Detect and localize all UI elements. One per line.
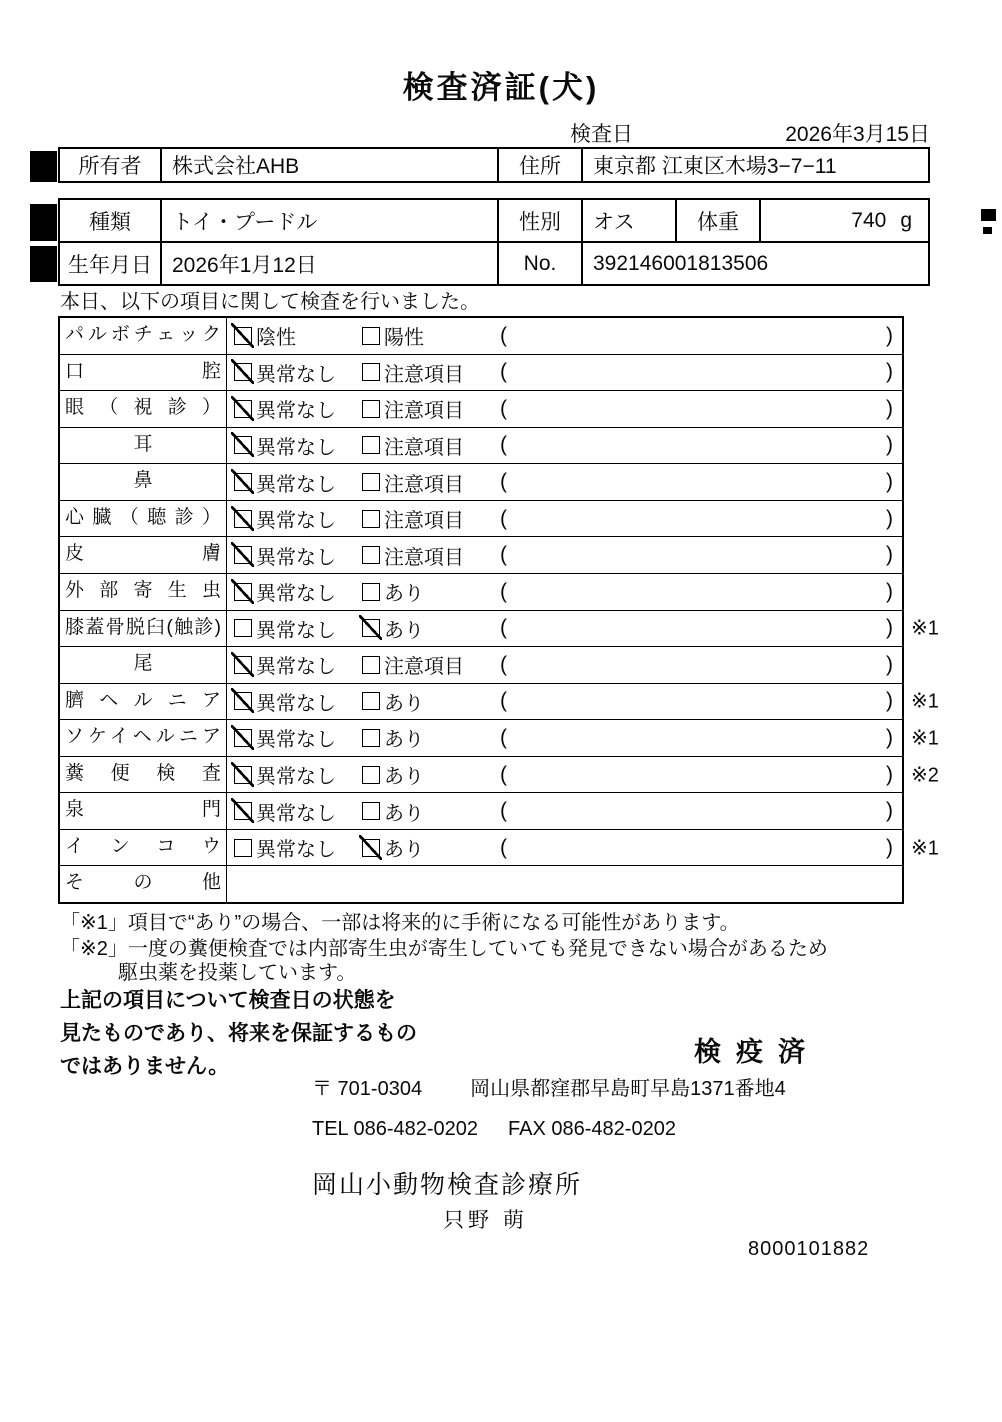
item-label: 泉門 (60, 793, 227, 829)
checkbox-opt2[interactable] (362, 619, 380, 637)
checkbox-opt1[interactable] (234, 656, 252, 674)
footnote-marker: ※1 (911, 837, 939, 860)
page-title: 検査済証(犬) (402, 70, 600, 105)
birth-row (60, 243, 928, 284)
option-attention (362, 504, 500, 533)
remarks-field (500, 763, 902, 787)
paren-open: ( (500, 506, 507, 530)
item-label: 糞便検査 (60, 757, 227, 793)
item-label: 口腔 (60, 355, 227, 391)
item-label: 外部寄生虫 (60, 574, 227, 610)
paren-close: ) (886, 470, 893, 494)
breed-row (60, 200, 928, 243)
item-label: 眼（視診） (60, 391, 227, 427)
checkbox-opt1[interactable] (234, 473, 252, 491)
checklist-row-parvo (60, 318, 902, 355)
paren-close: ) (886, 579, 893, 603)
option-negative (234, 321, 362, 350)
option-attention (362, 394, 500, 423)
paren-close: ) (886, 799, 893, 823)
remarks-field (500, 836, 902, 860)
option-label: 異常なし (256, 400, 336, 423)
paren-open: ( (500, 543, 507, 567)
checklist-row-inguinal-hernia (60, 720, 939, 757)
weight-label: 体重 (675, 200, 759, 241)
checkbox-opt2[interactable] (362, 546, 380, 564)
checkbox-opt2[interactable] (362, 583, 380, 601)
option-attention (362, 468, 500, 497)
paren-close: ) (886, 323, 893, 347)
paren-open: ( (500, 725, 507, 749)
remarks-field (500, 470, 902, 494)
checkbox-opt1[interactable] (234, 729, 252, 747)
option-label: 異常なし (256, 510, 336, 533)
checkbox-opt2[interactable] (362, 802, 380, 820)
document-code: 8000101882 (748, 1238, 870, 1260)
checklist-row-heart (60, 501, 902, 538)
scan-artifact (30, 151, 57, 182)
paren-close: ) (886, 543, 893, 567)
weight-number: 740 (851, 208, 887, 232)
clinic-address-row (312, 1072, 786, 1101)
veterinarian-name: 只野 萌 (443, 1209, 528, 1232)
item-label: ソケイヘルニア (60, 720, 227, 756)
footnote-marker: ※2 (911, 764, 939, 787)
checkbox-opt1[interactable] (234, 619, 252, 637)
paren-open: ( (500, 579, 507, 603)
paren-open: ( (500, 652, 507, 676)
checklist-row-inkou (60, 830, 939, 867)
disclaimer-statement (60, 984, 417, 1083)
option-label: 異常なし (256, 546, 336, 569)
item-label: 臍ヘルニア (60, 684, 227, 720)
paren-close: ) (886, 762, 893, 786)
disclaimer-line3: ではありません。 (60, 1055, 230, 1078)
option-label: 注意項目 (384, 436, 464, 459)
checkbox-opt1[interactable] (234, 802, 252, 820)
option-label: 注意項目 (384, 473, 464, 496)
checkbox-opt2[interactable] (362, 327, 380, 345)
option-label: 異常なし (256, 656, 336, 679)
scan-artifact (30, 246, 57, 282)
checkbox-opt1[interactable] (234, 766, 252, 784)
option-present (362, 760, 500, 789)
checklist-row-ectoparasites (60, 574, 902, 611)
option-positive (362, 321, 500, 350)
address-label: 住所 (497, 149, 581, 181)
option-attention (362, 431, 500, 460)
checkbox-opt1[interactable] (234, 327, 252, 345)
option-normal (234, 650, 362, 679)
item-label: その他 (60, 866, 227, 902)
option-label: 異常なし (256, 363, 336, 386)
option-normal (234, 577, 362, 606)
checklist-row-nose (60, 464, 902, 501)
owner-row (60, 149, 928, 181)
option-label: 異常なし (256, 473, 336, 496)
item-label: 尾 (60, 647, 227, 683)
checkbox-opt2[interactable] (362, 436, 380, 454)
option-label: 注意項目 (384, 510, 464, 533)
remarks-field (500, 397, 902, 421)
option-present (362, 577, 500, 606)
scan-artifact (981, 209, 996, 221)
footnote-2-line1: 「※2」一度の糞便検査では内部寄生虫が寄生していても発見できない場合があるため (60, 938, 828, 960)
item-label: 耳 (60, 428, 227, 464)
option-present (362, 723, 500, 752)
option-normal (234, 833, 362, 862)
option-label: あり (384, 729, 424, 752)
footnote-marker: ※1 (911, 727, 939, 750)
checkbox-opt2[interactable] (362, 363, 380, 381)
disclaimer-line1: 上記の項目について検査日の状態を (60, 989, 396, 1012)
option-label: 異常なし (256, 619, 336, 642)
footnote-marker: ※1 (911, 617, 939, 640)
remarks-field (500, 360, 902, 384)
option-label: 陽性 (384, 327, 424, 350)
option-normal (234, 614, 362, 643)
checklist-table (58, 316, 939, 904)
option-normal (234, 797, 362, 826)
remarks-field (500, 433, 902, 457)
item-label: 膝蓋骨脱臼(触診) (60, 611, 227, 647)
item-label: インコウ (60, 830, 227, 866)
clinic-tel: TEL 086-482-0202 (312, 1118, 479, 1140)
paren-open: ( (500, 323, 507, 347)
remarks-field (500, 324, 902, 348)
option-attention (362, 650, 500, 679)
paren-close: ) (886, 433, 893, 457)
remarks-field (500, 653, 902, 677)
checkbox-opt1[interactable] (234, 546, 252, 564)
paren-close: ) (886, 835, 893, 859)
option-normal (234, 760, 362, 789)
option-present (362, 833, 500, 862)
checklist-row-other (60, 866, 902, 902)
checkbox-opt1[interactable] (234, 363, 252, 381)
option-label: 陰性 (256, 327, 296, 350)
owner-table (58, 147, 930, 183)
checkbox-opt2[interactable] (362, 473, 380, 491)
item-label: 皮膚 (60, 537, 227, 573)
paren-close: ) (886, 689, 893, 713)
owner-label: 所有者 (78, 155, 142, 178)
item-label: パルボチェック (60, 318, 227, 354)
paren-open: ( (500, 762, 507, 786)
scan-artifact (983, 227, 992, 234)
checklist-row-umbilical-hernia (60, 684, 939, 721)
option-label: あり (384, 619, 424, 642)
birth-value: 2026年1月12日 (160, 243, 497, 284)
footnote-2-line2: 駆虫薬を投薬しています。 (118, 962, 357, 984)
sex-label: 性別 (497, 200, 581, 241)
checklist-row-tail (60, 647, 902, 684)
option-label: あり (384, 583, 424, 606)
option-normal (234, 358, 362, 387)
checklist-row-mouth (60, 355, 902, 392)
checkbox-opt2[interactable] (362, 766, 380, 784)
option-label: 注意項目 (384, 400, 464, 423)
checkbox-opt1[interactable] (234, 400, 252, 418)
checkbox-opt1[interactable] (234, 692, 252, 710)
option-label: 注意項目 (384, 546, 464, 569)
paren-open: ( (500, 470, 507, 494)
intro-text: 本日、以下の項目に関して検査を行いました。 (60, 291, 480, 313)
paren-open: ( (500, 433, 507, 457)
checklist-row-fontanelle (60, 793, 902, 830)
exam-date-row (570, 118, 930, 148)
postal-code: 〒 701-0304 (312, 1078, 423, 1100)
option-normal (234, 687, 362, 716)
item-label: 鼻 (60, 464, 227, 500)
paren-close: ) (886, 396, 893, 420)
paren-open: ( (500, 835, 507, 859)
address-value: 東京都 江東区木場3−7−11 (581, 149, 928, 181)
option-label: 異常なし (256, 729, 336, 752)
no-label: No. (497, 243, 581, 284)
option-label: あり (384, 802, 424, 825)
birth-label: 生年月日 (68, 253, 152, 277)
option-label: 異常なし (256, 583, 336, 606)
option-label: 注意項目 (384, 363, 464, 386)
pet-table (58, 198, 930, 286)
footnote-marker: ※1 (911, 690, 939, 713)
checkbox-opt2[interactable] (362, 656, 380, 674)
checkbox-opt2[interactable] (362, 510, 380, 528)
option-normal (234, 468, 362, 497)
remarks-field (500, 689, 902, 713)
remarks-field (500, 799, 902, 823)
option-label: あり (384, 692, 424, 715)
remarks-field (500, 726, 902, 750)
paren-open: ( (500, 360, 507, 384)
option-present (362, 614, 500, 643)
paren-open: ( (500, 616, 507, 640)
checkbox-opt2[interactable] (362, 400, 380, 418)
option-label: あり (384, 766, 424, 789)
option-normal (234, 394, 362, 423)
remarks-field (500, 543, 902, 567)
paren-close: ) (886, 652, 893, 676)
option-normal (234, 431, 362, 460)
option-present (362, 687, 500, 716)
option-label: 注意項目 (384, 656, 464, 679)
remarks-field (500, 616, 902, 640)
option-label: 異常なし (256, 766, 336, 789)
paren-open: ( (500, 799, 507, 823)
checkbox-opt2[interactable] (362, 729, 380, 747)
paren-close: ) (886, 725, 893, 749)
exam-date-label: 検査日 (570, 123, 633, 146)
paren-open: ( (500, 689, 507, 713)
remarks-field (500, 580, 902, 604)
weight-unit: g (900, 208, 912, 232)
option-label: 異常なし (256, 436, 336, 459)
clinic-name: 岡山小動物検査診療所 (312, 1171, 583, 1199)
disclaimer-line2: 見たものであり、将来を保証するもの (60, 1022, 417, 1045)
paren-open: ( (500, 396, 507, 420)
exam-date-value: 2026年3月15日 (785, 123, 930, 146)
no-value: 392146001813506 (581, 243, 928, 284)
option-present (362, 797, 500, 826)
option-attention (362, 541, 500, 570)
option-attention (362, 358, 500, 387)
footnote-1: 「※1」項目で“あり”の場合、一部は将来的に手術になる可能性があります。 (60, 912, 740, 934)
option-label: 異常なし (256, 839, 336, 862)
checklist-row-ears (60, 428, 902, 465)
checkbox-opt2[interactable] (362, 692, 380, 710)
option-label: 異常なし (256, 802, 336, 825)
scan-artifact (30, 204, 57, 241)
item-label: 心臓（聴診） (60, 501, 227, 537)
breed-label: 種類 (89, 210, 131, 234)
option-normal (234, 504, 362, 533)
clinic-fax: FAX 086-482-0202 (508, 1118, 676, 1140)
option-label: あり (384, 839, 424, 862)
checklist-row-patella (60, 611, 939, 648)
quarantine-stamp: 検疫済 (694, 1037, 820, 1067)
checklist-row-eyes (60, 391, 902, 428)
checklist-row-fecal-exam (60, 757, 939, 794)
option-normal (234, 541, 362, 570)
checkbox-opt1[interactable] (234, 839, 252, 857)
paren-close: ) (886, 360, 893, 384)
checkbox-opt1[interactable] (234, 583, 252, 601)
option-label: 異常なし (256, 692, 336, 715)
checkbox-opt2[interactable] (362, 839, 380, 857)
paren-close: ) (886, 506, 893, 530)
clinic-address: 岡山県都窪郡早島町早島1371番地4 (470, 1078, 786, 1100)
paren-close: ) (886, 616, 893, 640)
option-normal (234, 723, 362, 752)
sex-value: オス (581, 200, 675, 241)
breed-value: トイ・プードル (160, 200, 497, 241)
weight-value (759, 200, 928, 241)
checkbox-opt1[interactable] (234, 436, 252, 454)
checklist-row-skin (60, 537, 902, 574)
owner-value: 株式会社AHB (160, 149, 497, 181)
clinic-contact-row (312, 1118, 676, 1141)
checkbox-opt1[interactable] (234, 510, 252, 528)
remarks-field (500, 507, 902, 531)
other-remarks-field (227, 866, 902, 902)
